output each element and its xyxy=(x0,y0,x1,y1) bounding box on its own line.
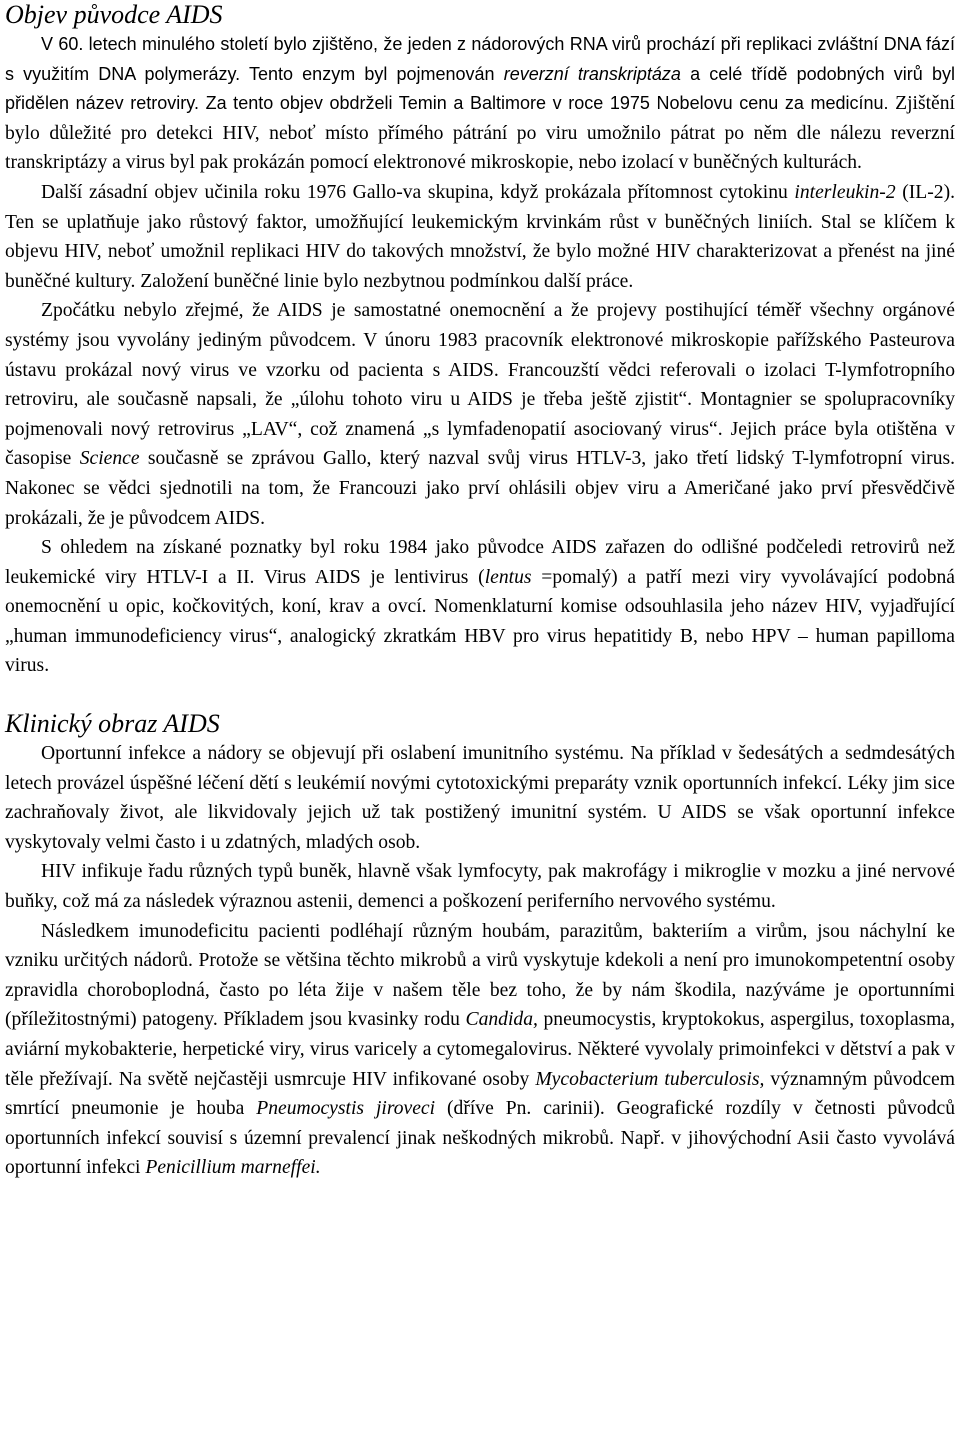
paragraph-lentivirus: S ohledem na získané poznatky byl roku 1984 jako původce AIDS zařazen do odlišné podčeledi retrovirů než leukemické viry HTLV-I a II. Virus AIDS je lentivirus (lentus =pomalý) a patří mezi viry vyvolávající podobná onemocnění u opic, kočkovitých, koní, krav a ovcí. Nomenklaturní komise odsouhlasila jeho název HIV, vyjadřující „human immunodeficiency virus“, analogický zkratkám HBV pro virus hepatitidy B, nebo HPV – human papilloma virus. xyxy=(5,537,955,677)
section-title-klinicky-obraz: Klinický obraz AIDS xyxy=(5,709,220,739)
paragraph-patogeny: Následkem imunodeficitu pacienti podléhají různým houbám, parazitům, bakteriím a virům, jsou náchylní ke vzniku určitých nádorů. Protože se většina těchto mikrobů a virů vyskytuje kdekoli a není pro imunokompetentní osoby zpravidla choroboplodná, často po léta žije v našem těle bez toho, že by nám škodila, nazýváme je oportunními (příležitostnými) patogeny. Příkladem jsou kvasinky rodu Candida, pneumocystis, kryptokokus, aspergilus, toxoplasma, aviární mykobakterie, herpetické viry, virus varicely a cytomegalovirus. Některé vyvolaly primoinfekci v dětství a pak v těle přežívají. Na světě nejčastěji usmrcuje HIV infikované osoby Mycobacterium tuberculosis, významným původcem smrtící pneumonie je houba Pneumocystis jiroveci (dříve Pn. carinii). Geografické rozdíly v četnosti původců oportunních infekcí souvisí s územní prevalencí jinak neškodných mikrobů. Např. v jihovýchodní Asii často vyvolává oportunní infekci Penicillium marneffei. xyxy=(5,920,956,1179)
term-candida: Candida, xyxy=(465,1009,538,1031)
paragraph-interleukin: Další zásadní objev učinila roku 1976 Gallo-va skupina, když prokázala přítomnost cytokinu interleukin-2 (IL-2). Ten se uplatňuje jako růstový faktor, umožňující leukemickým krvinkám růst v buněčných liniích. Stal se klíčem k objevu HIV, neboť umožnil replikaci HIV do takových množství, že bylo možné HIV charakterizovat a přenést na jiné buněčné kultury. Založení buněčné linie bylo nezbytnou podmínkou další práce. xyxy=(5,181,955,292)
paragraph-retroviry: V 60. letech minulého století bylo zjištěno, že jeden z nádorových RNA virů prochází při replikaci zvláštní DNA fází s využitím DNA polymerázy. Tento enzym byl pojmenován reverzní transkriptáza a celé třídě podobných virů byl přidělen název retroviry. Za tento objev obdrželi Temin a Baltimore v roce 1975 Nobelovu cenu za medicínu. Zjištění bylo důležité pro detekci HIV, neboť místo přímého pátrání po viru umožnilo pátrat po něm dle nálezu reverzní transkriptázy a virus byl pak prokázán pomocí elektronové mikroskopie, nebo izolací v buněčných kulturách. xyxy=(5,34,955,174)
term-mycobacterium: Mycobacterium tuberculosis, xyxy=(535,1068,765,1090)
term-science: Science xyxy=(79,448,140,470)
term-interleukin: interleukin-2 xyxy=(794,181,896,203)
section-title-objev: Objev původce AIDS xyxy=(5,0,223,29)
paragraph-oportunni-infekce: Oportunní infekce a nádory se objevují při oslabení imunitního systému. Na příklad v šedesátých a sedmdesátých letech provázel úspěšné léčení dětí s leukémií novými cytotoxickými preparáty vznik oportunních infekcí. Léky jim sice zachraňovaly život, ale likvidovaly jejich už tak postižený imunitní systém. U AIDS se však oportunní infekce vyskytovaly velmi často i u zdatných, mladých osob. xyxy=(5,743,955,853)
paragraph-lav-htlv: Zpočátku nebylo zřejmé, že AIDS je samostatné onemocnění a že projevy postihující téměř všechny orgánové systémy jsou vyvolány jediným původcem. V únoru 1983 pracovník elektronové mikroskopie pařížského Pasteurova ústavu prokázal nový virus ve vzorku od pacienta s AIDS. Francouzští vědci referovali o izolaci T-lymfotropního retroviru, ale současně napsali, že „úlohu tohoto viru u AIDS je třeba ještě zjistit“. Montagnier se spolupracovníky pojmenovali nový retrovirus „LAV“, což znamená „s lymfadenopatií asociovaný virus“. Jejich práce byla otištěna v časopise Science současně se zprávou Gallo, který nazval svůj virus HTLV-3, jako třetí lidský T-lymfotropní virus. Nakonec se vědci sjednotili na tom, že Francouzi jako prví ohlásili objev viru a Američané jako prví přesvědčivě prokázali, že je původcem AIDS. xyxy=(5,300,956,529)
term-pneumocystis: Pneumocystis jiroveci xyxy=(256,1098,436,1120)
term-penicillium: Penicillium marneffei. xyxy=(145,1157,321,1179)
term-lentus: lentus xyxy=(484,566,532,588)
paragraph-hiv-bunky: HIV infikuje řadu různých typů buněk, hlavně však lymfocyty, pak makrofágy i mikroglie v mozku a jiné nervové buňky, což má za následek výraznou astenii, demenci a poškození periferního nervového systému. xyxy=(5,861,955,913)
term-reverzni-transkriptaza: reverzní transkriptáza xyxy=(503,63,681,84)
